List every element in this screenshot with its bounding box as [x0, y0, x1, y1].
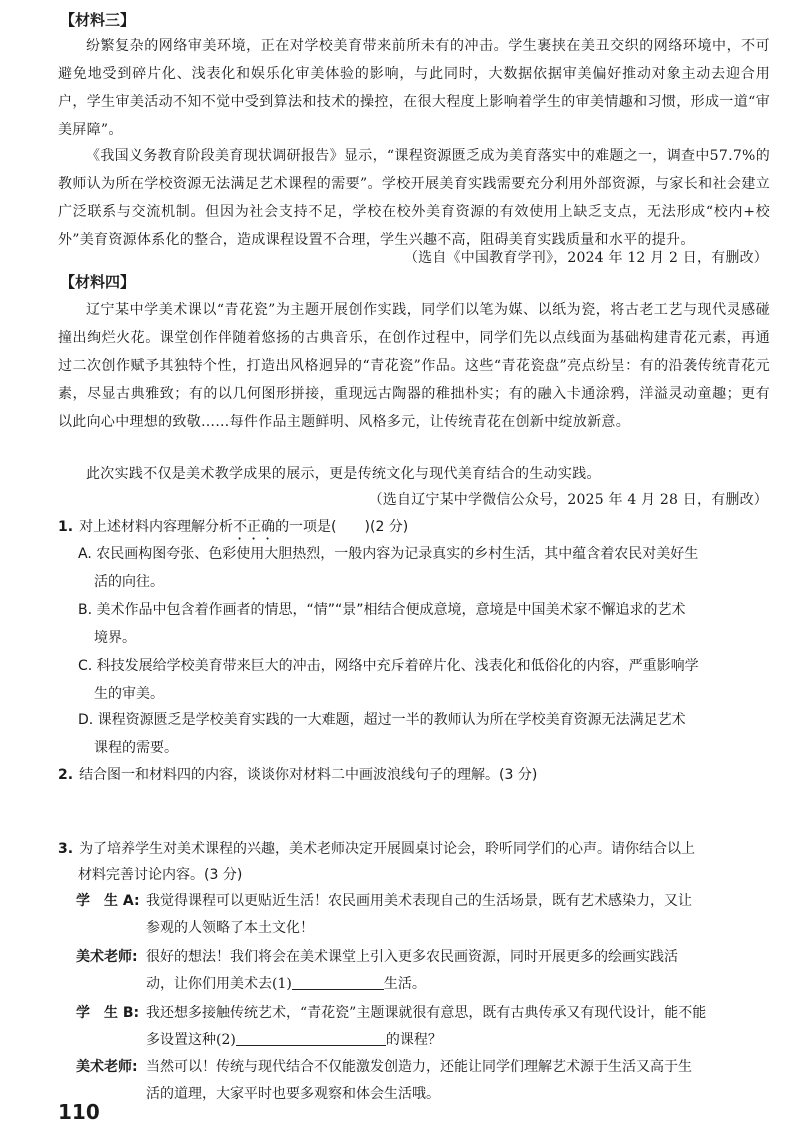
speech-line-1: 当然可以！传统与现代结合不仅能激发创造力，还能让同学们理解艺术源于生活又高于生	[146, 1059, 692, 1075]
speech-line-2-before-blank: 动，让你们用美术去(1)	[146, 976, 292, 992]
material-3-paragraph-1: 纷繁复杂的网络审美环境，正在对学校美育带来前所未有的冲击。学生裹挟在美丑交织的网络环境中，不可避免地受到碎片化、浅表化和娱乐化审美体验的影响，与此同时，大数据依据审美偏好推动对象主动去迎合用户，学生审美活动不知不觉中受到算法和技术的操控，在很大程度上影响着学生的审美情趣和习惯，形成一道“审美屏障”。	[58, 38, 770, 138]
speech-line-2: 活的道理，大家平时也要多观察和体会生活哦。	[146, 1086, 440, 1102]
material-4-source: （选自辽宁某中学微信公众号，2025 年 4 月 28 日，有删改）	[368, 492, 768, 508]
speech-line-1: 我觉得课程可以更贴近生活！农民画用美术表现自己的生活场景，既有艺术感染力，又让	[146, 893, 692, 909]
dialogue-teacher-1	[76, 944, 770, 998]
speaker-label: 学 生 A:	[76, 893, 140, 909]
question-2-number: 2.	[58, 767, 74, 783]
material-3-heading: 【材料三】	[60, 11, 136, 29]
material-4-paragraph-1: 辽宁某中学美术课以“青花瓷”为主题开展创作实践，同学们以笔为媒、以纸为瓷，将古老工艺与现代灵感碰撞出绚烂火花。课堂创作伴随着悠扬的古典音乐，在创作过程中，同学们先以点线面为基础构建青花元素，再通过二次创作赋予其独特个性，打造出风格迥异的“青花瓷”作品。这些“青花瓷盘”亮点纷呈：有的沿袭传统青花元素，尽显古典雅致；有的以几何图形拼接，重现远古陶器的稚拙朴实；有的融入卡通涂鸦，洋溢灵动童趣；更有以此向心中理想的致敬……每件作品主题鲜明、风格多元，让传统青花在创新中绽放新意。	[58, 302, 770, 430]
speech-line-2-after-blank: 的课程？	[385, 1032, 442, 1048]
question-1-option-c[interactable]	[78, 652, 770, 708]
option-c-line-1: C. 科技发展给学校美育带来巨大的冲击，网络中充斥着碎片化、浅表化和低俗化的内容，严重影响学	[78, 658, 699, 674]
speech-line-2-after-blank: 生活。	[383, 976, 426, 992]
speech-line-2	[76, 1027, 770, 1054]
dialogue-student-b	[76, 1000, 770, 1054]
page-number: 110	[58, 1100, 100, 1124]
question-2	[58, 762, 770, 788]
speech-line-1: 我还想多接触传统艺术，“青花瓷”主题课就很有意思，既有古典传承又有现代设计，能不能	[146, 1005, 707, 1021]
speaker-label: 学 生 B:	[76, 1005, 140, 1021]
question-3-number: 3.	[58, 841, 74, 857]
answer-blank-2[interactable]	[236, 1029, 386, 1046]
option-d-line-2: 课程的需要。	[94, 740, 178, 756]
option-a-line-2: 活的向往。	[94, 574, 164, 590]
speech-line-2-before-blank: 多设置这种(2)	[146, 1032, 236, 1048]
dialogue-student-a	[76, 888, 770, 942]
material-4-paragraph-2: 此次实践不仅是美术教学成果的展示，更是传统文化与现代美育结合的生动实践。	[86, 466, 601, 482]
speaker-label: 美术老师:	[76, 1059, 138, 1075]
option-a-line-1: A. 农民画构图夸张、色彩使用大胆热烈，一般内容为记录真实的乡村生活，其中蕴含着农民对美好生	[78, 546, 699, 562]
speaker-label: 美术老师:	[76, 949, 138, 965]
material-4-heading: 【材料四】	[60, 273, 136, 291]
option-b-line-1: B. 美术作品中包含着作画者的情思，“情”“景”相结合便成意境，意境是中国美术家不懈追求的艺术	[78, 602, 686, 618]
question-1-stem-a: 对上述材料内容理解分析	[79, 519, 234, 535]
answer-blank-1[interactable]	[292, 973, 384, 990]
question-2-text: 结合图一和材料四的内容，谈谈你对材料二中画波浪线句子的理解。(3 分)	[79, 767, 538, 783]
speech-line-2: 参观的人领略了本土文化！	[146, 920, 314, 936]
dialogue-teacher-2	[76, 1054, 770, 1108]
option-c-line-2: 生的审美。	[94, 686, 164, 702]
question-1-option-d[interactable]	[78, 706, 770, 762]
question-1-number: 1.	[58, 519, 74, 535]
question-1	[58, 514, 770, 543]
question-1-stem-emphasis: 不正确	[233, 519, 276, 535]
material-3-source: （选自《中国教育学刊》，2024 年 12 月 2 日，有删改）	[403, 250, 768, 266]
speech-line-1: 很好的想法！我们将会在美术课堂上引入更多农民画资源，同时开展更多的绘画实践活	[146, 949, 678, 965]
question-1-stem-b: 的一项是( )(2 分)	[275, 519, 409, 535]
option-b-line-2: 境界。	[94, 630, 136, 646]
question-1-option-b[interactable]	[78, 596, 770, 652]
speech-line-2	[76, 971, 770, 998]
question-3	[58, 836, 770, 888]
option-d-line-1: D. 课程资源匮乏是学校美育实践的一大难题，超过一半的教师认为所在学校美育资源无法满足艺术	[78, 712, 686, 728]
question-3-line-1: 为了培养学生对美术课程的兴趣，美术老师决定开展圆桌讨论会，聆听同学们的心声。请你结合以上	[79, 841, 696, 857]
material-3-paragraph-2: 《我国义务教育阶段美育现状调研报告》显示，“课程资源匮乏成为美育落实中的难题之一，调查中57.7%的教师认为所在学校资源无法满足艺术课程的需要”。学校开展美育实践需要充分利用外部资源，与家长和社会建立广泛联系与交流机制。但因为社会支持不足，学校在校外美育资源的有效使用上缺乏支点，无法形成“校内+校外”美育资源体系化的整合，造成课程设置不合理，学生兴趣不高，阻碍美育实践质量和水平的提升。	[58, 148, 770, 248]
question-3-line-2: 材料完善讨论内容。(3 分)	[78, 867, 243, 883]
question-1-option-a[interactable]	[78, 540, 770, 596]
